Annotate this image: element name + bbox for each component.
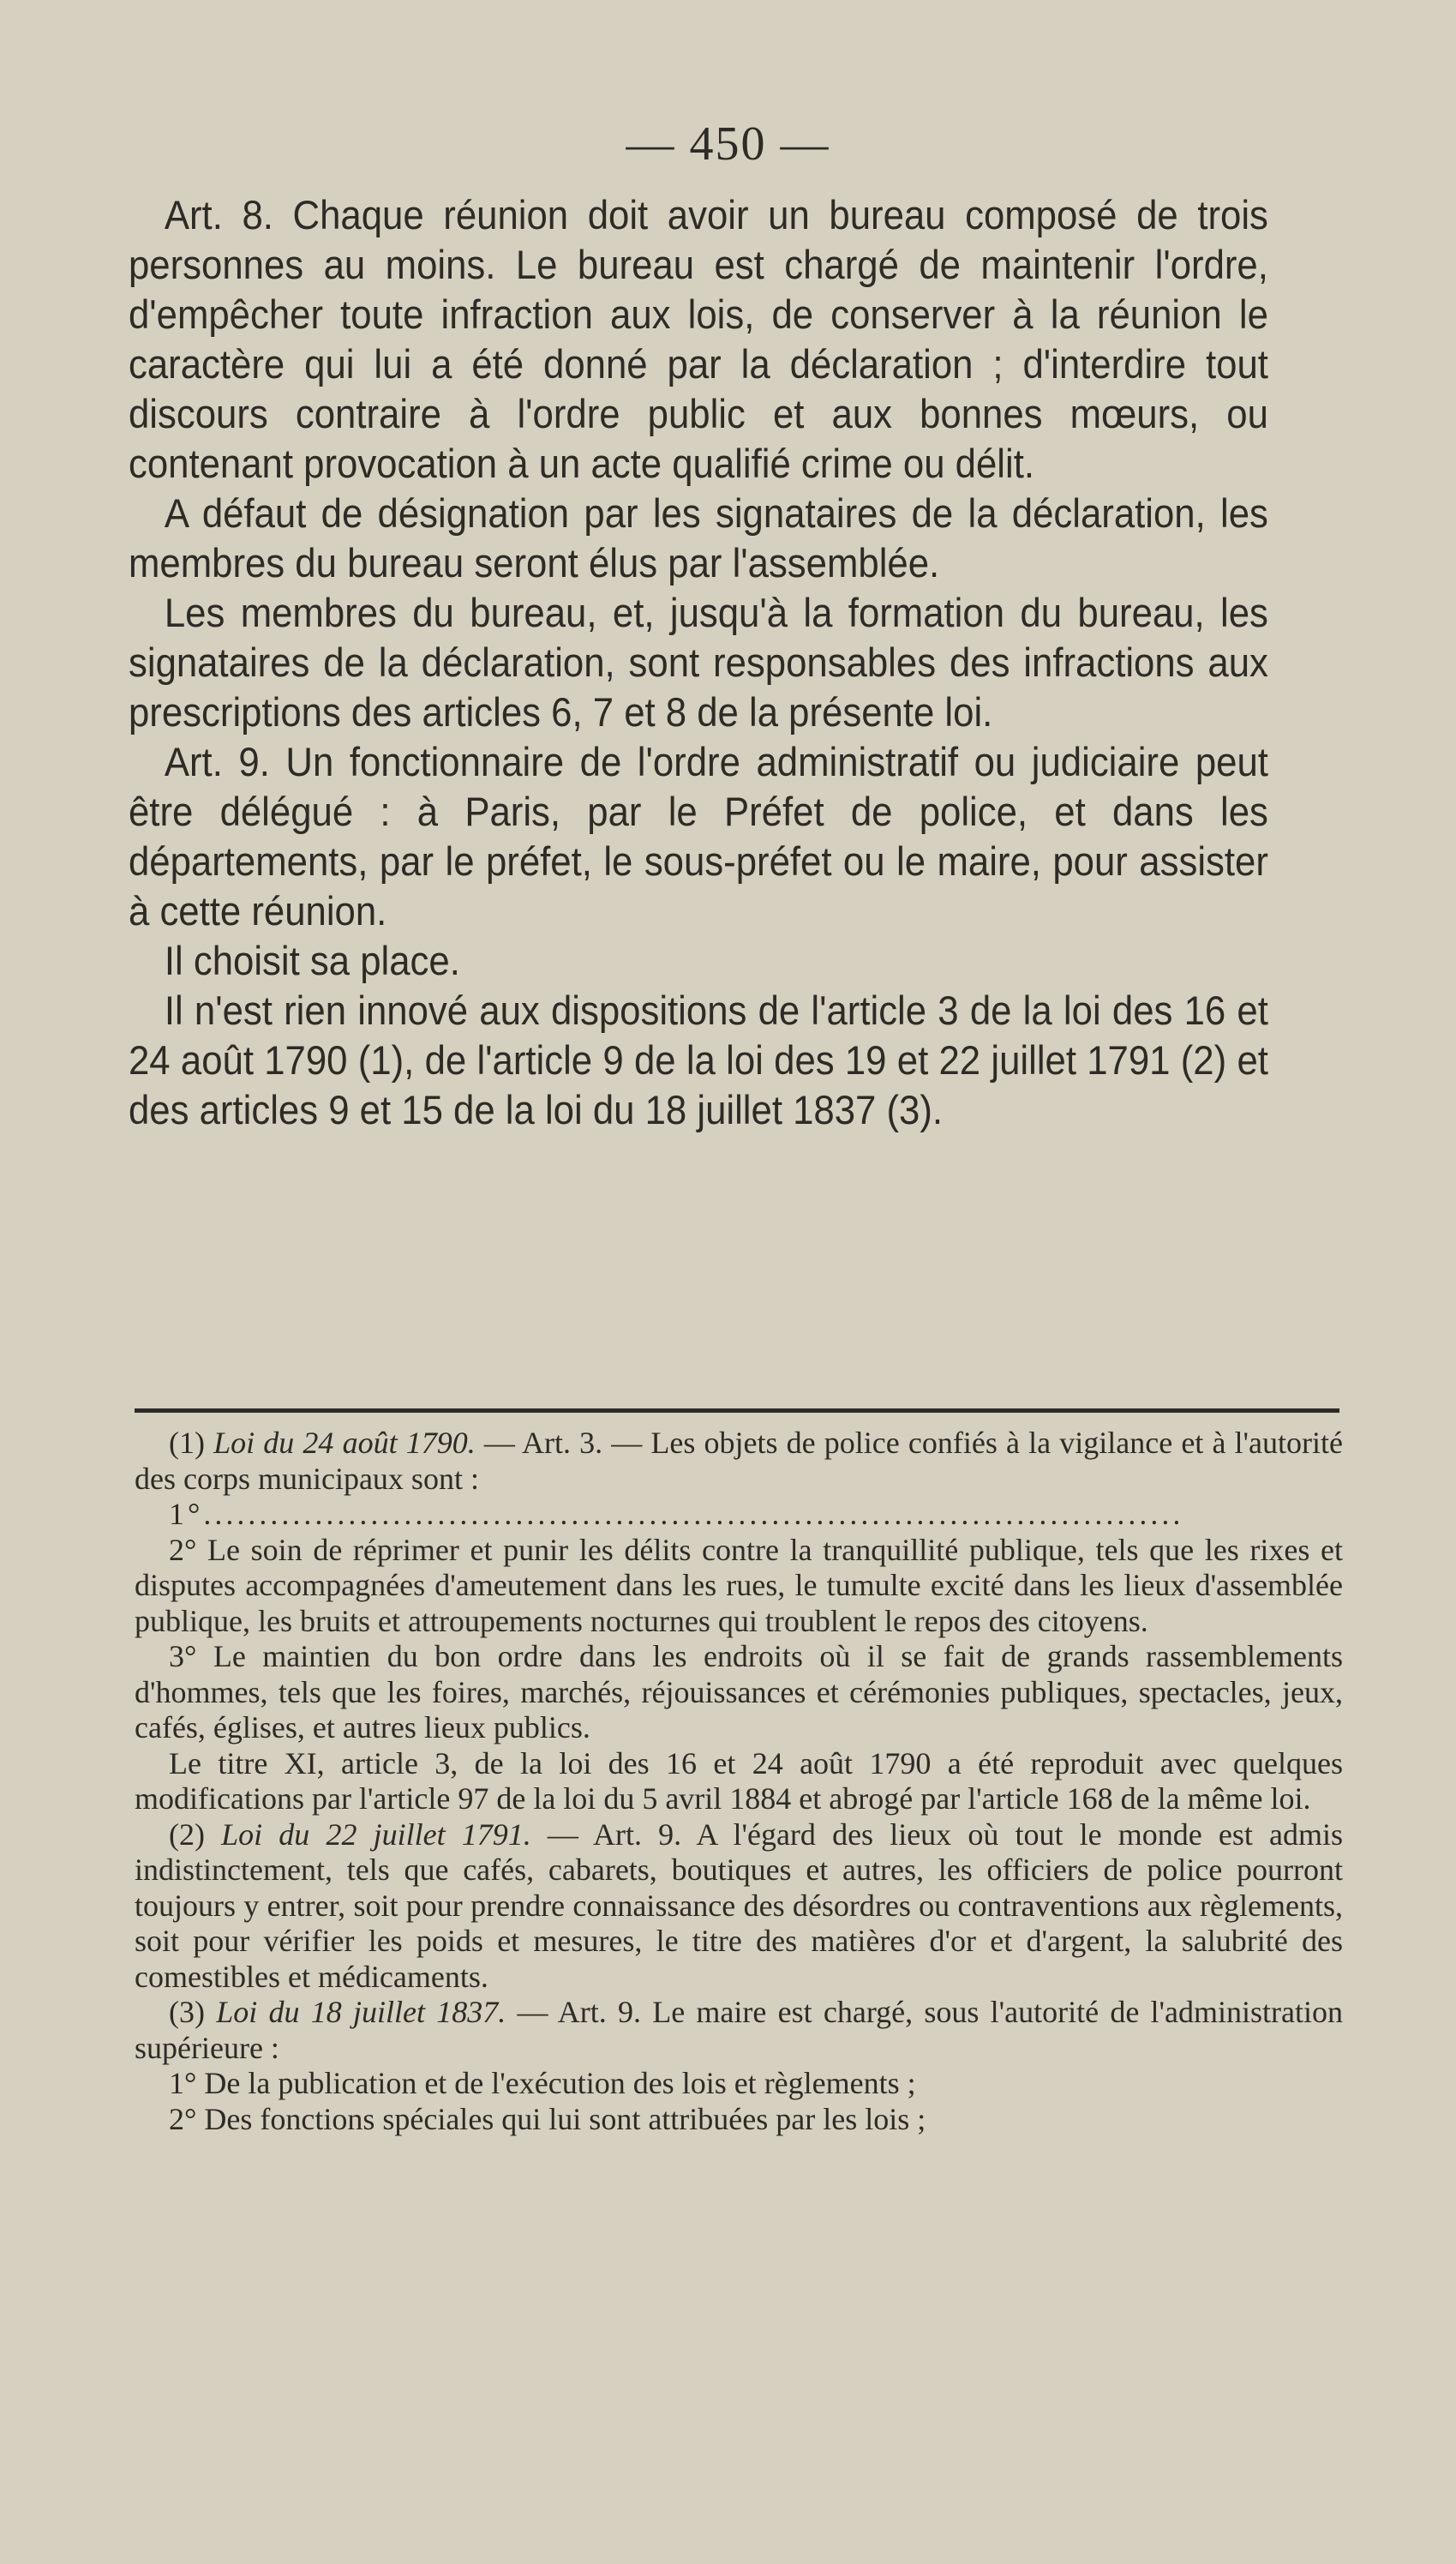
footnote-source: Loi du 24 août 1790. bbox=[213, 1426, 476, 1460]
footnotes bbox=[135, 1426, 1343, 2137]
page-number: — 450 — bbox=[626, 117, 830, 171]
footnote-text: — Art. 9. A l'égard des lieux où tout le monde est admis indistinctement, tels que cafés, cabarets, boutiques et autres, les officiers de police pourront toujours y entrer, soit pour prendre connaissance des désordres ou contraventions aux règlements, soit pour vérifier les poids et mesures, le titre des matières d'or et d'argent, la salubrité des comestibles et médicaments. bbox=[135, 1816, 1343, 1994]
paragraph-dispositions: Il n'est rien innové aux dispositions de l'article 3 de la loi des 16 et 24 août 1790 (1), de l'article 9 de la loi des 19 et 22 juillet 1791 (2) et des articles 9 et 15 de la loi du 18 juillet 1837 (3). bbox=[129, 988, 1268, 1132]
footnote-3 bbox=[135, 1995, 1343, 2066]
footnote-2 bbox=[135, 1817, 1343, 1996]
footnote-1-item-2: 2° Le soin de réprimer et punir les délits contre la tranquillité publique, tels que les rixes et disputes accompagnées d'ameutement dans les rues, le tumulte excité dans les lieux d'assemblée publique, les bruits et attroupements nocturnes qui troublent le repos des citoyens. bbox=[135, 1532, 1343, 1638]
paragraph-place: Il choisit sa place. bbox=[164, 938, 460, 983]
footnote-1-note: Le titre XI, article 3, de la loi des 16 et 24 août 1790 a été reproduit avec quelques modifications par l'article 97 de la loi du 5 avril 1884 et abrogé par l'article 168 de la même loi. bbox=[135, 1745, 1343, 1816]
footnote-source: Loi du 22 juillet 1791. bbox=[221, 1816, 531, 1852]
footnote-marker: (1) bbox=[169, 1426, 205, 1460]
footnote-separator bbox=[135, 1408, 1339, 1413]
footnote-1 bbox=[135, 1426, 1343, 1497]
footnote-1-item-1: 1°........................................................................................ bbox=[169, 1497, 1184, 1531]
paragraph-art-8: Art. 8. Chaque réunion doit avoir un bureau composé de trois personnes au moins. Le bureau est chargé de maintenir l'ordre, d'empêcher toute infraction aux lois, de conserver à la réunion le caractère qui lui a été donné par la déclaration ; d'interdire tout discours contraire à l'ordre public et aux bonnes mœurs, ou contenant provocation à un acte qualifié crime ou délit. bbox=[129, 192, 1268, 486]
paragraph-bureau-election: A défaut de désignation par les signataires de la déclaration, les membres du bureau seront élus par l'assemblée. bbox=[129, 490, 1268, 585]
footnote-1-item-3: 3° Le maintien du bon ordre dans les endroits où il se fait de grands rassemblements d'hommes, tels que les foires, marchés, réjouissances et cérémonies publiques, spectacles, jeux, cafés, églises, et autres lieux publics. bbox=[135, 1639, 1343, 1744]
footnote-3-item-2: 2° Des fonctions spéciales qui lui sont attribuées par les lois ; bbox=[169, 2101, 926, 2136]
footnote-text: — Art. 3. — Les objets de police confiés à la vigilance et à l'autorité des corps municipaux sont : bbox=[135, 1426, 1343, 1496]
footnote-3-item-1: 1° De la publication et de l'exécution des lois et règlements ; bbox=[169, 2066, 916, 2100]
paragraph-responsibility: Les membres du bureau, et, jusqu'à la formation du bureau, les signataires de la déclaration, sont responsables des infractions aux prescriptions des articles 6, 7 et 8 de la présente loi. bbox=[129, 590, 1268, 735]
footnote-marker: (2) bbox=[169, 1816, 205, 1852]
footnote-source: Loi du 18 juillet 1837. bbox=[216, 1995, 506, 2029]
paragraph-art-9: Art. 9. Un fonctionnaire de l'ordre administratif ou judiciaire peut être délégué : à Paris, par le Préfet de police, et dans les départements, par le préfet, le sous-préfet ou le maire, pour assister à cette réunion. bbox=[129, 739, 1268, 934]
footnote-marker: (3) bbox=[169, 1995, 205, 2029]
footnote-text: — Art. 9. Le maire est chargé, sous l'autorité de l'administration supérieure : bbox=[135, 1995, 1344, 2065]
main-text bbox=[129, 190, 1268, 1135]
dot-leader: ........................................................................................ bbox=[203, 1497, 1184, 1531]
